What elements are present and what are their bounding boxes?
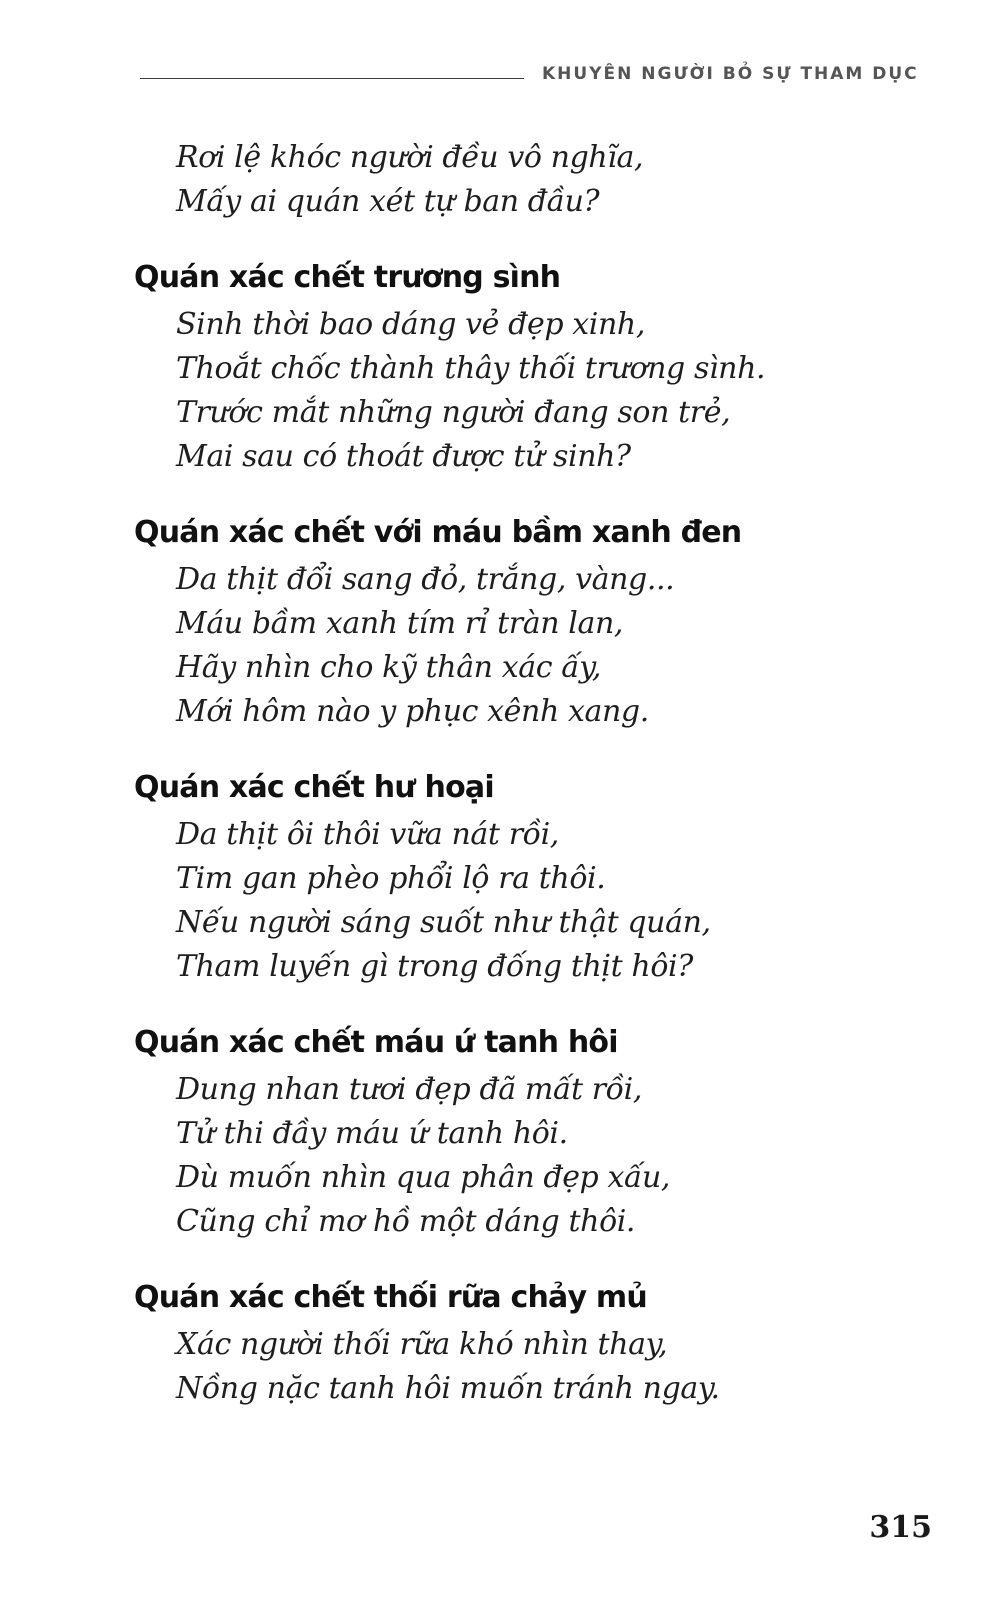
verse-line: Tham luyến gì trong đống thịt hôi? <box>176 949 693 984</box>
verse-line: Trước mắt những người đang son trẻ, <box>176 395 731 430</box>
verse-line: Dù muốn nhìn qua phân đẹp xấu, <box>176 1160 671 1195</box>
poem-section-truong-sinh <box>134 258 934 479</box>
verse-line: Nồng nặc tanh hôi muốn tránh ngay. <box>176 1371 720 1406</box>
verse-line: Nếu người sáng suốt như thật quán, <box>176 905 711 940</box>
verse-line: Hãy nhìn cho kỹ thân xác ấy, <box>176 650 601 685</box>
verse-line: Thoắt chốc thành thây thối trương sình. <box>176 351 766 386</box>
page-number: 315 <box>869 1510 932 1545</box>
running-header <box>140 60 932 88</box>
page-body <box>134 136 934 1411</box>
section-heading: Quán xác chết trương sình <box>134 260 561 295</box>
verse-line: Rơi lệ khóc người đều vô nghĩa, <box>176 140 644 175</box>
poem-section-thoi-rua <box>134 1278 934 1411</box>
verse-line: Dung nhan tươi đẹp đã mất rồi, <box>176 1072 642 1107</box>
section-heading: Quán xác chết với máu bầm xanh đen <box>134 515 742 550</box>
verse-line: Mới hôm nào y phục xênh xang. <box>176 694 649 729</box>
verse-line: Cũng chỉ mơ hồ một dáng thôi. <box>176 1204 636 1239</box>
verse-line: Sinh thời bao dáng vẻ đẹp xinh, <box>176 307 645 342</box>
verse-line: Tim gan phèo phổi lộ ra thôi. <box>176 861 606 896</box>
verse-line: Mấy ai quán xét tự ban đầu? <box>176 184 600 219</box>
poem-section-hu-hoai <box>134 768 934 989</box>
section-heading: Quán xác chết máu ứ tanh hôi <box>134 1025 618 1060</box>
intro-stanza <box>134 136 934 224</box>
section-heading: Quán xác chết thối rữa chảy mủ <box>134 1280 647 1315</box>
verse-line: Xác người thối rữa khó nhìn thay, <box>176 1327 668 1362</box>
header-rule <box>140 78 524 79</box>
verse-line: Mai sau có thoát được tử sinh? <box>176 439 631 474</box>
section-heading: Quán xác chết hư hoại <box>134 770 494 805</box>
verse-line: Máu bầm xanh tím rỉ tràn lan, <box>176 606 623 641</box>
verse-line: Da thịt ôi thôi vữa nát rồi, <box>176 817 559 852</box>
verse-line: Da thịt đổi sang đỏ, trắng, vàng... <box>176 562 675 597</box>
verse-line: Tử thi đầy máu ứ tanh hôi. <box>176 1116 568 1151</box>
running-title: KHUYÊN NGƯỜI BỎ SỰ THAM DỤC <box>542 64 919 84</box>
poem-section-mau-u <box>134 1023 934 1244</box>
poem-section-mau-bam <box>134 513 934 734</box>
